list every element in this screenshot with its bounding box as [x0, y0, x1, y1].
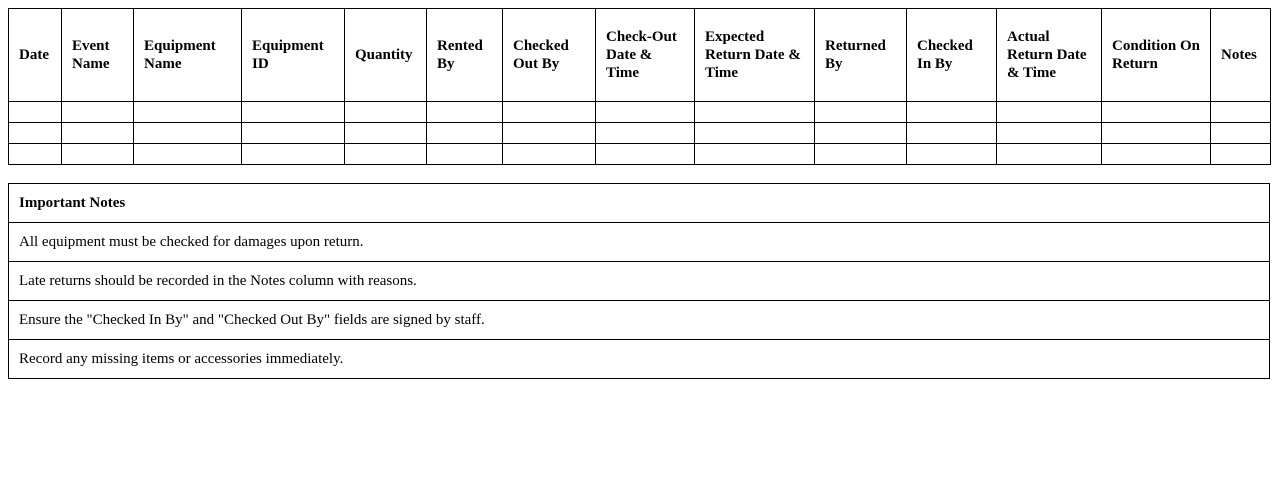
- column-header: Check-Out Date & Time: [596, 9, 695, 102]
- table-cell[interactable]: [997, 102, 1102, 123]
- column-header: Checked Out By: [503, 9, 596, 102]
- notes-header-row: [9, 184, 1270, 223]
- notes-title: Important Notes: [9, 184, 1270, 223]
- table-cell[interactable]: [695, 123, 815, 144]
- table-cell[interactable]: [907, 123, 997, 144]
- table-cell[interactable]: [503, 144, 596, 165]
- table-cell[interactable]: [9, 144, 62, 165]
- table-cell[interactable]: [242, 102, 345, 123]
- table-cell[interactable]: [1102, 123, 1211, 144]
- table-cell[interactable]: [907, 102, 997, 123]
- column-header: Date: [9, 9, 62, 102]
- list-item: [9, 340, 1270, 379]
- table-row: [9, 144, 1271, 165]
- table-cell[interactable]: [9, 102, 62, 123]
- column-header: Equipment ID: [242, 9, 345, 102]
- list-item: [9, 301, 1270, 340]
- table-cell[interactable]: [596, 123, 695, 144]
- column-header: Returned By: [815, 9, 907, 102]
- column-header: Condition On Return: [1102, 9, 1211, 102]
- note-text: Late returns should be recorded in the Notes column with reasons.: [9, 262, 1270, 301]
- table-cell[interactable]: [1211, 123, 1271, 144]
- column-header: Notes: [1211, 9, 1271, 102]
- equipment-log-table: [8, 8, 1271, 165]
- table-cell[interactable]: [503, 102, 596, 123]
- table-cell[interactable]: [242, 123, 345, 144]
- table-cell[interactable]: [134, 123, 242, 144]
- table-cell[interactable]: [134, 102, 242, 123]
- column-header: Checked In By: [907, 9, 997, 102]
- list-item: [9, 262, 1270, 301]
- column-header: Equipment Name: [134, 9, 242, 102]
- column-header: Expected Return Date & Time: [695, 9, 815, 102]
- note-text: Record any missing items or accessories immediately.: [9, 340, 1270, 379]
- table-cell[interactable]: [596, 102, 695, 123]
- table-cell[interactable]: [427, 144, 503, 165]
- table-cell[interactable]: [1211, 144, 1271, 165]
- table-cell[interactable]: [907, 144, 997, 165]
- table-cell[interactable]: [62, 144, 134, 165]
- table-cell[interactable]: [815, 102, 907, 123]
- table-cell[interactable]: [815, 144, 907, 165]
- note-text: All equipment must be checked for damages upon return.: [9, 223, 1270, 262]
- table-cell[interactable]: [997, 144, 1102, 165]
- note-text: Ensure the "Checked In By" and "Checked Out By" fields are signed by staff.: [9, 301, 1270, 340]
- table-cell[interactable]: [997, 123, 1102, 144]
- table-cell[interactable]: [1211, 102, 1271, 123]
- table-cell[interactable]: [1102, 102, 1211, 123]
- table-cell[interactable]: [815, 123, 907, 144]
- table-cell[interactable]: [62, 102, 134, 123]
- table-cell[interactable]: [345, 102, 427, 123]
- table-cell[interactable]: [345, 123, 427, 144]
- table-cell[interactable]: [503, 123, 596, 144]
- table-cell[interactable]: [9, 123, 62, 144]
- column-header: Quantity: [345, 9, 427, 102]
- table-cell[interactable]: [427, 123, 503, 144]
- page-content: [8, 8, 1270, 379]
- table-cell[interactable]: [596, 144, 695, 165]
- table-cell[interactable]: [242, 144, 345, 165]
- table-row: [9, 102, 1271, 123]
- list-item: [9, 223, 1270, 262]
- important-notes-table: [8, 183, 1270, 379]
- table-cell[interactable]: [62, 123, 134, 144]
- table-cell[interactable]: [695, 144, 815, 165]
- column-header: Actual Return Date & Time: [997, 9, 1102, 102]
- table-cell[interactable]: [345, 144, 427, 165]
- table-row: [9, 123, 1271, 144]
- table-cell[interactable]: [1102, 144, 1211, 165]
- table-cell[interactable]: [427, 102, 503, 123]
- table-cell[interactable]: [134, 144, 242, 165]
- table-cell[interactable]: [695, 102, 815, 123]
- table-header-row: [9, 9, 1271, 102]
- column-header: Event Name: [62, 9, 134, 102]
- column-header: Rented By: [427, 9, 503, 102]
